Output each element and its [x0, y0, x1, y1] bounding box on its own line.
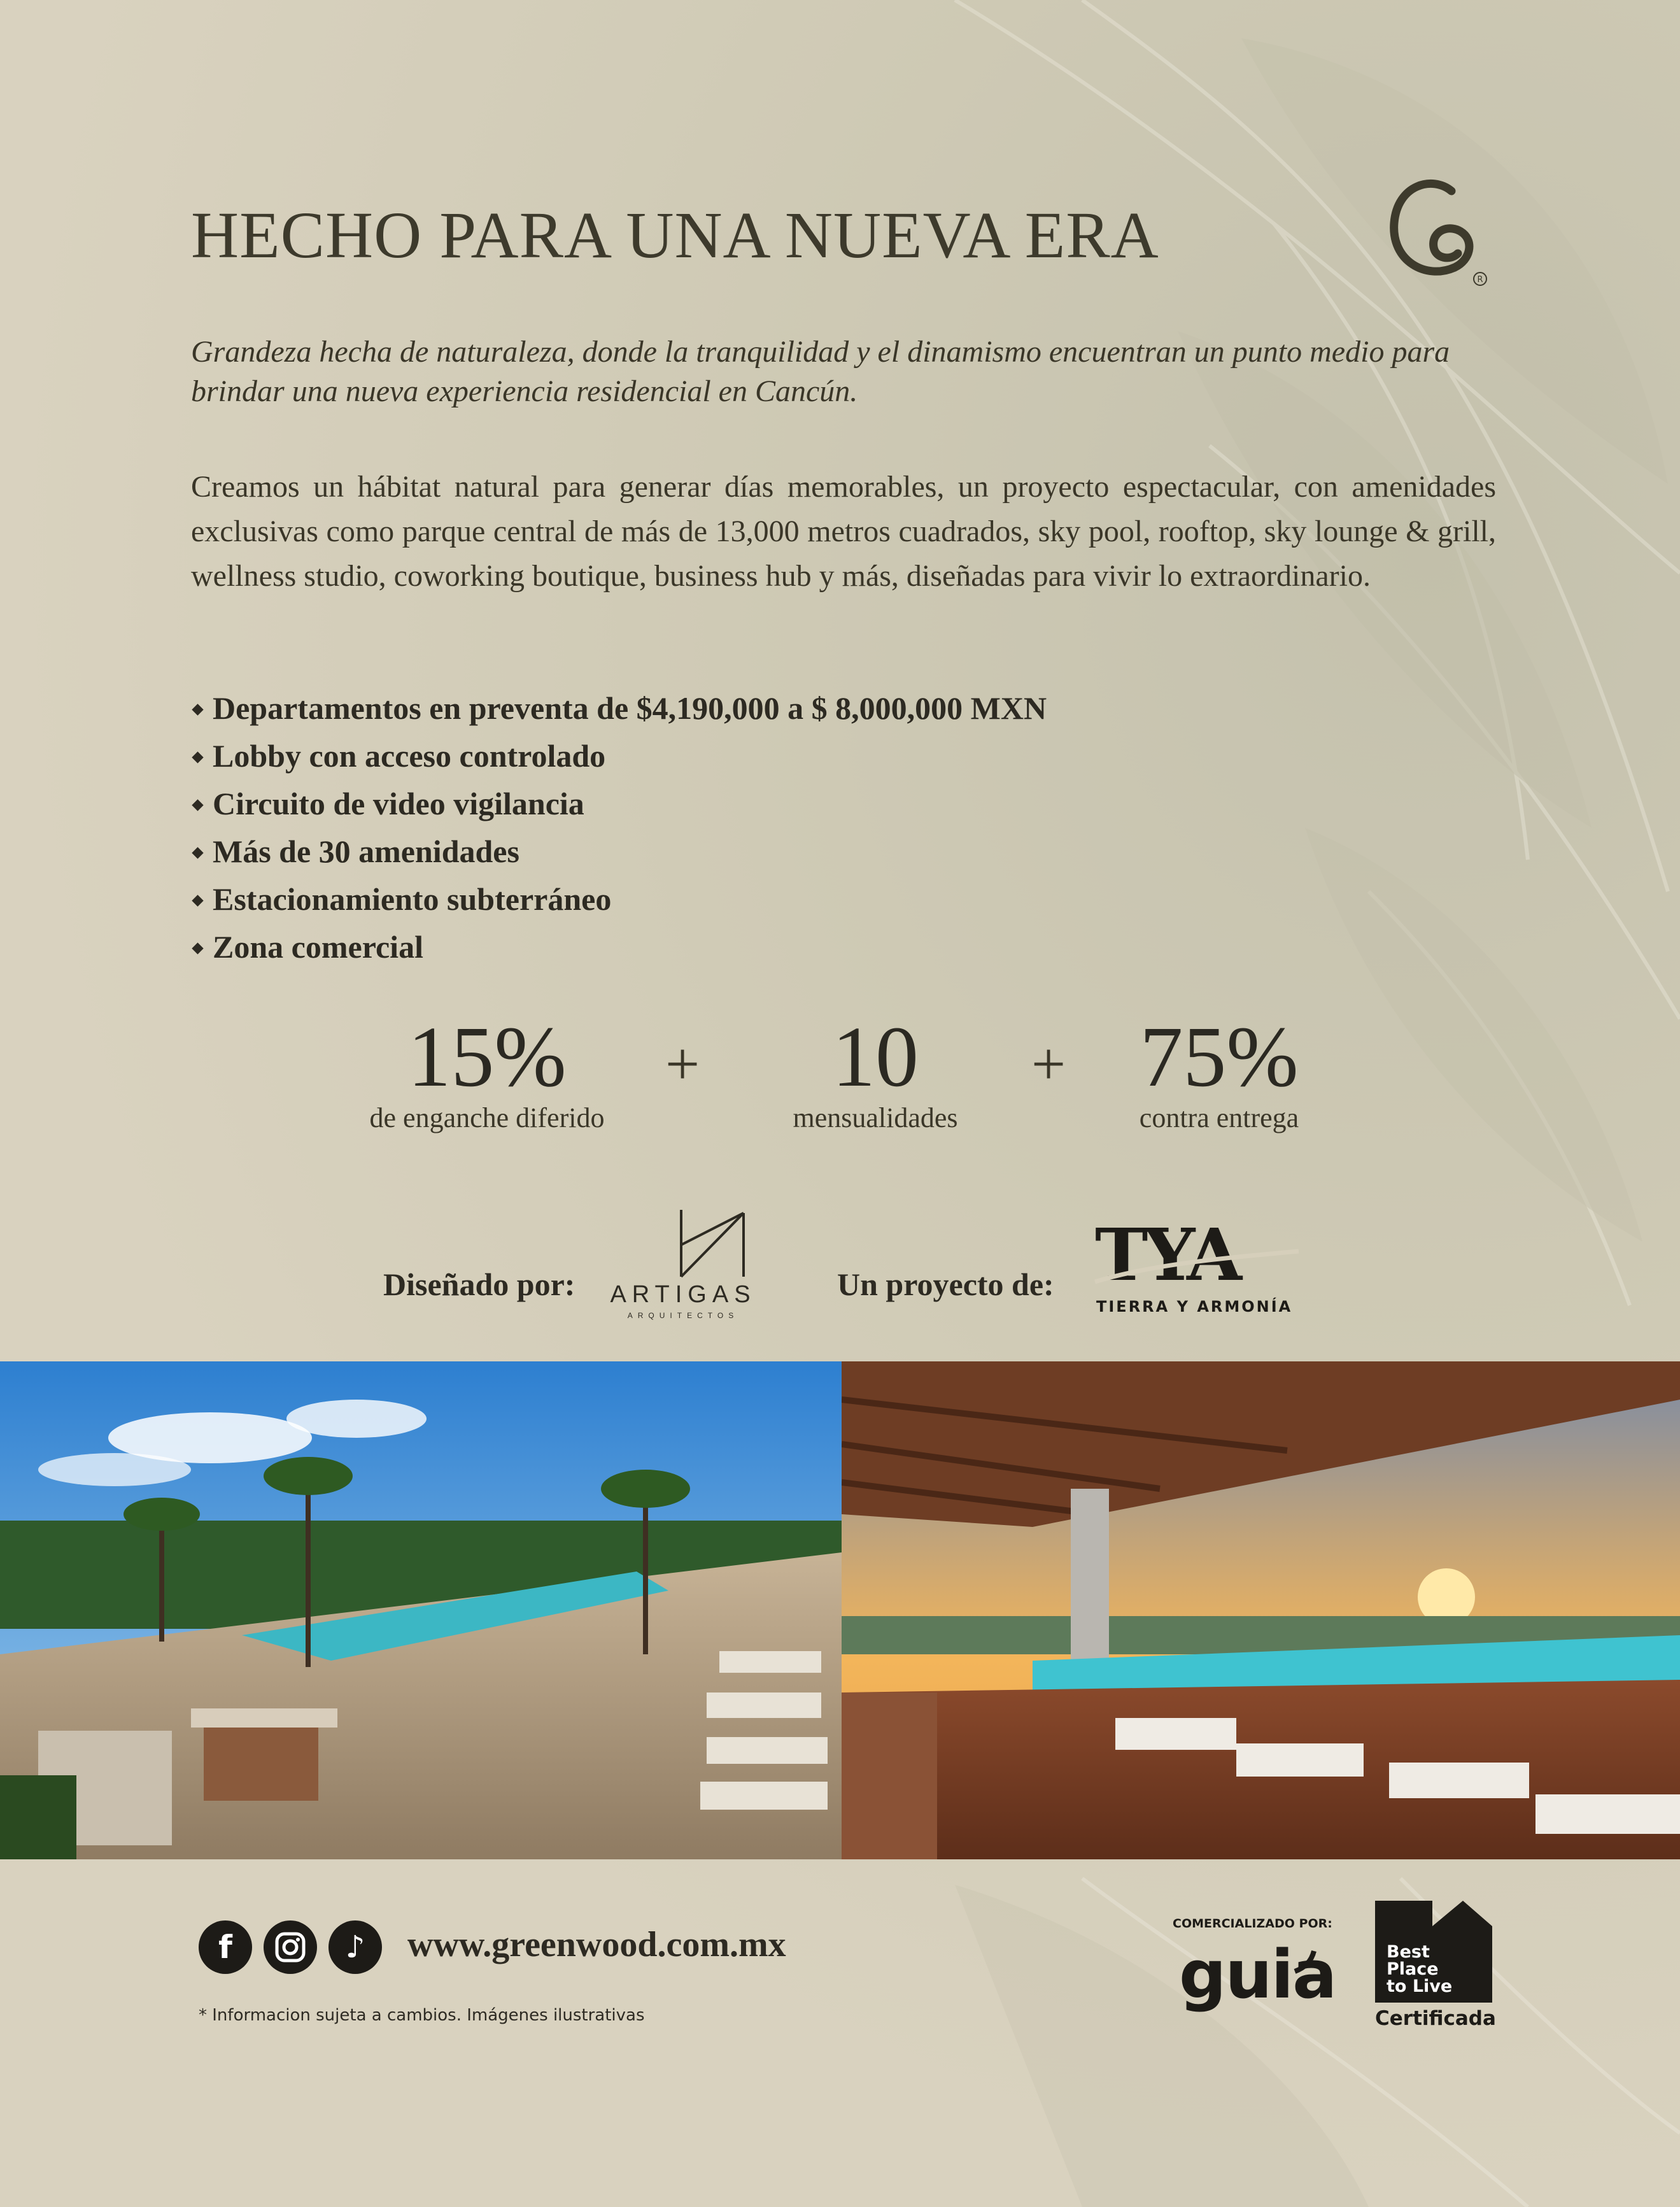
payment-value: 15%: [407, 1009, 567, 1105]
feature-item: Más de 30 amenidades: [191, 828, 1464, 876]
badge-line: Best: [1387, 1942, 1430, 1962]
description-text: Creamos un hábitat natural para generar días memorables, un proyecto espectacular, con amenidades exclusivas como parque central de más de 13,000 metros cuadrados, sky pool, rooftop, sky lounge & grill, wellness studio, coworking boutique, business hub y más, diseñadas para vivir lo extraordinario.: [191, 470, 1496, 593]
developer-subtitle: TIERRA Y ARMONÍA: [1096, 1298, 1293, 1316]
intro-text: Grandeza hecha de naturaleza, donde la tranquilidad y el dinamismo encuentran un punto medio para brindar una nueva experiencia residencial en Cancún.: [191, 335, 1450, 408]
project-of-label: Un proyecto de:: [837, 1267, 1054, 1302]
badge-line: Place: [1387, 1959, 1439, 1979]
instagram-glyph-icon: [274, 1931, 307, 1964]
feature-item: Lobby con acceso controlado: [191, 732, 1464, 780]
pool-garden-render: [0, 1361, 842, 1859]
facebook-icon[interactable]: [199, 1920, 252, 1974]
marketed-by-label: COMERCIALIZADO POR:: [1173, 1917, 1332, 1931]
feature-item: Zona comercial: [191, 923, 1464, 971]
badge-caption: Certificada: [1375, 2007, 1496, 2030]
badge-text: [1387, 1943, 1488, 1995]
payment-value: 75%: [1140, 1009, 1299, 1105]
plus-separator: +: [1031, 1030, 1066, 1098]
payment-item-installments: [745, 1009, 1006, 1134]
feature-item: Departamentos en preventa de $4,190,000 a $ 8,000,000 MXN: [191, 685, 1464, 732]
tiktok-glyph: ♪: [345, 1929, 365, 1965]
architect-name: ARTIGAS: [610, 1281, 756, 1308]
guia-logo-mark-icon: [1292, 1948, 1318, 1974]
developer-name: TYA: [1095, 1214, 1239, 1297]
facebook-glyph: f: [218, 1929, 232, 1966]
page-title: HECHO PARA UNA NUEVA ERA: [191, 199, 1159, 272]
designed-by-label: Diseñado por:: [383, 1267, 575, 1302]
landscape-photo-icon: [0, 1361, 842, 1859]
disclaimer-text: * Informacion sujeta a cambios. Imágenes ilustrativas: [199, 2006, 645, 2025]
svg-text:R: R: [1477, 275, 1483, 285]
feature-item: Circuito de video vigilancia: [191, 780, 1464, 828]
plus-separator: +: [665, 1030, 700, 1098]
feature-item: Estacionamiento subterráneo: [191, 876, 1464, 923]
payment-label: contra entrega: [1139, 1102, 1299, 1133]
website-link[interactable]: www.greenwood.com.mx: [407, 1925, 786, 1964]
instagram-icon[interactable]: [264, 1920, 317, 1974]
payment-label: mensualidades: [793, 1102, 958, 1133]
tiktok-icon[interactable]: [328, 1920, 382, 1974]
guia-logo: guia: [1179, 1936, 1336, 2013]
payment-value: 10: [832, 1009, 919, 1105]
landscape-photo-icon: [842, 1361, 1680, 1859]
tya-logo: [1089, 1213, 1311, 1321]
payment-item-down-payment: [331, 1009, 643, 1134]
payment-label: de enganche diferido: [369, 1102, 605, 1133]
artigas-logo: [610, 1207, 756, 1321]
payment-item-on-delivery: [1111, 1009, 1327, 1134]
feature-list: [191, 685, 1464, 971]
badge-line: to Live: [1387, 1976, 1453, 1996]
greenwood-g-logo-icon: [1375, 172, 1490, 287]
architect-subtitle: ARQUITECTOS: [627, 1311, 739, 1320]
rooftop-sky-pool-render: [842, 1361, 1680, 1859]
